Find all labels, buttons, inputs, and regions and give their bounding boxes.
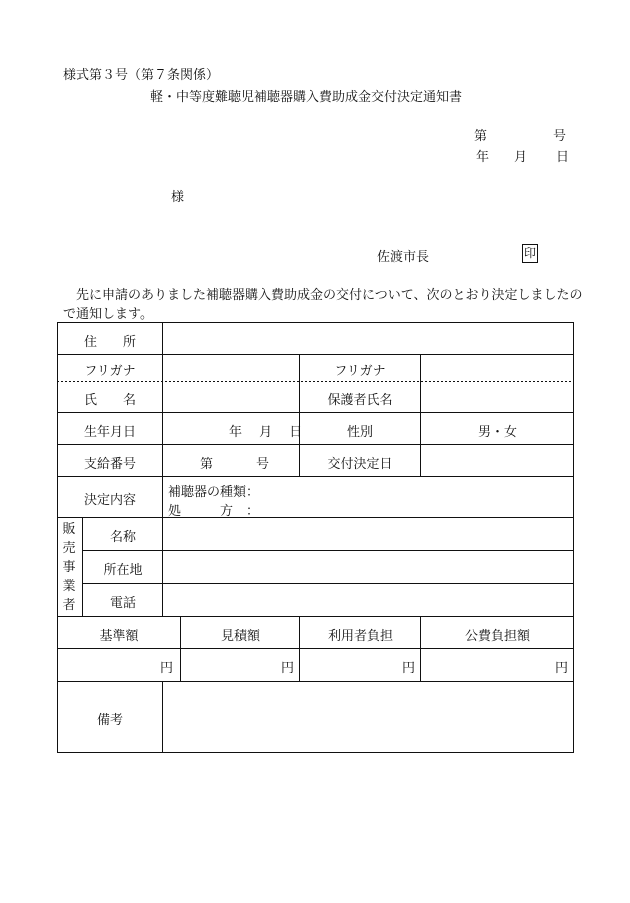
seal-mark: 印 [522,244,538,263]
prescription-label: 処 方 ： [168,504,260,519]
sex-options: 男・女 [477,425,517,440]
label-guardian-furigana: フリガナ [334,364,386,379]
supply-number-prefix: 第 [200,457,214,472]
doc-number-label: 第 [474,129,488,144]
yen-user: 円 [402,661,416,676]
label-decision-date: 交付決定日 [327,457,393,472]
label-name: 氏 名 [83,393,136,408]
device-type-label: 補聴器の種類： [168,485,260,500]
date-month: 月 [514,150,528,165]
yen-base: 円 [160,661,174,676]
supply-number-suffix: 号 [256,457,270,472]
doc-number-suffix: 号 [553,129,567,144]
birthdate-format: 年 月 日 [229,425,303,440]
form-number: 様式第３号（第７条関係） [63,68,220,83]
yen-estimate: 円 [281,661,295,676]
addressee-suffix: 様 [171,190,185,205]
label-guardian-name: 保護者氏名 [327,393,393,408]
issuer-name: 佐渡市長 [377,250,430,265]
label-address: 住 所 [83,335,136,350]
label-base-amount: 基準額 [99,629,139,644]
label-public-burden: 公費負担額 [464,629,530,644]
label-user-burden: 利用者負担 [327,629,393,644]
label-estimate: 見積額 [220,629,260,644]
yen-public: 円 [555,661,569,676]
intro-paragraph: 先に申請のありました補聴器購入費助成金の交付について、次のとおり決定しましたので通知します。 [63,288,583,322]
label-seller-phone: 電話 [109,596,136,611]
label-seller-vertical: 販売事業者 [62,522,76,613]
label-sex: 性別 [346,425,373,440]
date-day: 日 [556,150,570,165]
label-seller-name: 名称 [109,530,136,545]
document-title: 軽・中等度難聴児補聴器購入費助成金交付決定通知書 [150,90,463,105]
label-birthdate: 生年月日 [83,425,136,440]
date-year: 年 [476,150,490,165]
label-remarks: 備考 [96,713,123,728]
label-seller-location: 所在地 [103,563,143,578]
label-supply-number: 支給番号 [83,457,136,472]
label-decision-content: 決定内容 [83,493,136,508]
label-furigana: フリガナ [84,364,136,379]
